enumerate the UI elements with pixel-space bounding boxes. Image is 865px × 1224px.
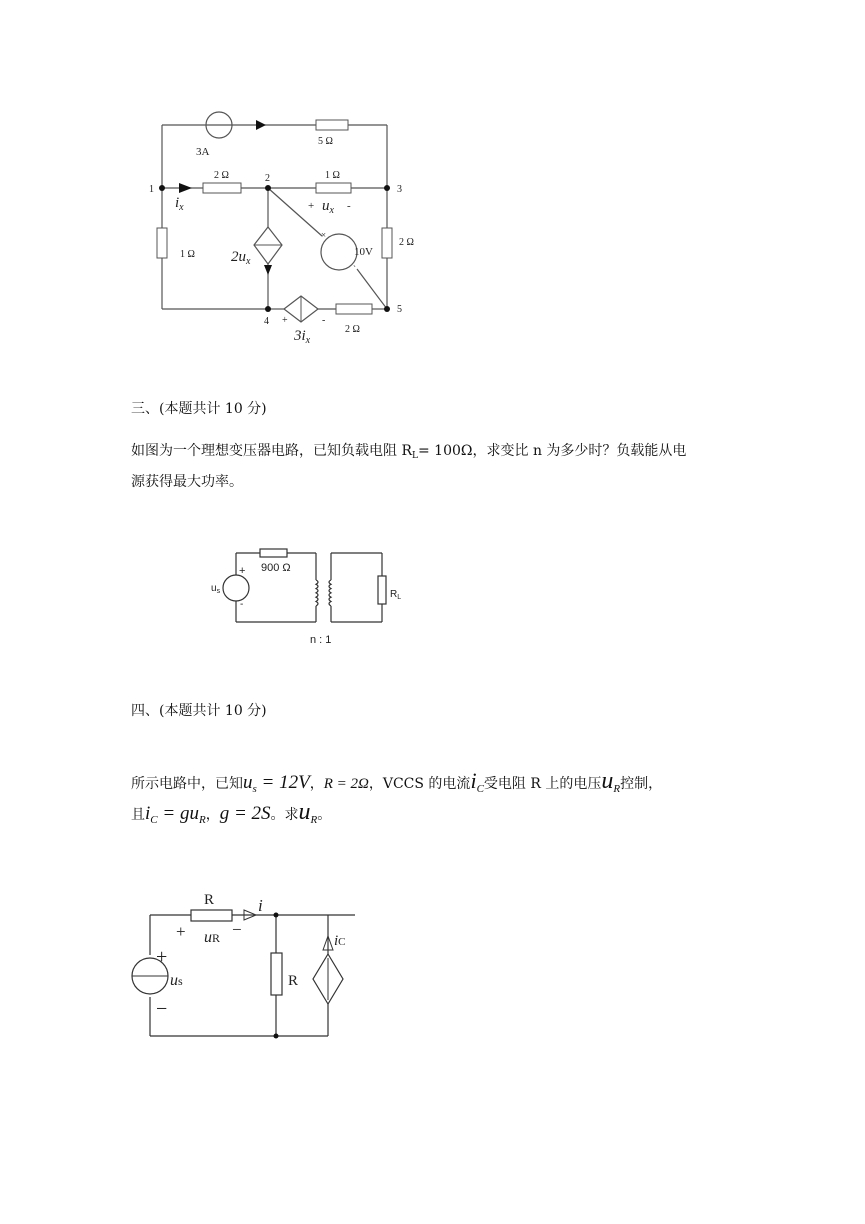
primary-coil: [316, 580, 318, 606]
label-src-minus: −: [156, 998, 168, 1020]
label-2ux: $2u_x$: [231, 249, 251, 267]
vs-mark-bottom: `: [353, 264, 356, 274]
label-ux: $u_x$: [322, 198, 334, 216]
current-source-3A: [206, 112, 232, 138]
label-1ohm-14: 1 Ω: [180, 249, 195, 260]
secondary-coil: [329, 580, 331, 606]
label-i: i: [258, 896, 263, 915]
arrow-icon: [179, 183, 192, 193]
resistor-1ohm-14: [157, 228, 167, 258]
node-1-label: 1: [149, 184, 154, 195]
label-ic: iC: [334, 933, 346, 949]
label-plus: +: [239, 565, 246, 577]
voltage-source-us: [223, 575, 249, 601]
label-dv-minus: -: [322, 315, 326, 326]
vccs-circuit: [0, 880, 865, 1050]
node-5-label: 5: [397, 304, 402, 315]
label-us: $u_s$: [211, 583, 221, 595]
resistor-R-shunt: [271, 953, 282, 995]
label-us: us: [170, 972, 183, 989]
resistor-900ohm: [260, 549, 287, 557]
resistor-2ohm-35: [382, 228, 392, 258]
node-4-label: 4: [264, 316, 269, 327]
resistor-R-series: [191, 910, 232, 921]
label-R-series: R: [204, 892, 215, 908]
label-uR: uR: [204, 929, 221, 946]
section-3-text: [131, 438, 751, 495]
resistor-2ohm-12: [203, 183, 241, 193]
section-4-title: 四、(本题共计 10 分): [131, 703, 267, 719]
label-R-shunt: R: [288, 973, 299, 989]
section-3-title: 三、(本题共计 10 分): [131, 401, 267, 417]
dependent-voltage-source: [284, 296, 318, 322]
label-10V: 10V: [354, 246, 373, 258]
label-2ohm-45: 2 Ω: [345, 324, 360, 335]
transformer-circuit: [0, 540, 865, 655]
node-2-label: 2: [265, 173, 270, 184]
vccs-source: [313, 954, 343, 1004]
label-ux-plus: +: [308, 200, 315, 212]
label-900ohm: 900 Ω: [261, 562, 291, 574]
label-3A: 3A: [196, 146, 210, 158]
node-3-label: 3: [397, 184, 402, 195]
resistor-2ohm-45: [336, 304, 372, 314]
load-resistor-RL: [378, 576, 386, 604]
voltage-source-10V: [321, 234, 357, 270]
label-minus: -: [240, 599, 244, 610]
arrow-icon: [256, 120, 266, 130]
label-uR-plus: +: [176, 922, 186, 941]
node-dot: [274, 913, 279, 918]
resistor-5ohm: [316, 120, 348, 130]
section-3-line-2: 源获得最大功率。: [131, 474, 243, 490]
dependent-current-source: [254, 227, 282, 275]
label-2ohm-35: 2 Ω: [399, 237, 414, 248]
label-RL: $R_L$: [390, 589, 402, 601]
label-uR-minus: −: [232, 920, 242, 939]
section-3-line-1: 如图为一个理想变压器电路，已知负载电阻 $R_L= 100\Omega$，求变比 n 为多少时？负载能从电: [131, 443, 687, 461]
section-4-text-line-2: 且$i_C = gu_R$，g = 2S。求$u_R$。: [131, 799, 332, 826]
circuit-diagram-1: [0, 0, 865, 360]
vs-mark-top: ×: [321, 230, 327, 240]
node-dot: [274, 1034, 279, 1039]
label-ix: $i_x$: [175, 195, 184, 213]
resistor-1ohm-23: [316, 183, 351, 193]
label-ux-minus: -: [347, 200, 351, 212]
label-2ohm-12: 2 Ω: [214, 170, 229, 181]
label-1ohm-23: 1 Ω: [325, 170, 340, 181]
label-5ohm: 5 Ω: [318, 136, 333, 147]
label-3ix: $3i_x$: [294, 328, 311, 346]
label-dv-plus: +: [282, 315, 288, 326]
section-4-text-line-1: 所示电路中，已知$u_s = 12V$，R = 2Ω，VCCS 的电流$i_C$受电阻 R 上的电压$u_R$控制，: [131, 768, 663, 795]
label-src-plus: +: [156, 946, 168, 968]
label-ratio: n : 1: [310, 634, 332, 646]
